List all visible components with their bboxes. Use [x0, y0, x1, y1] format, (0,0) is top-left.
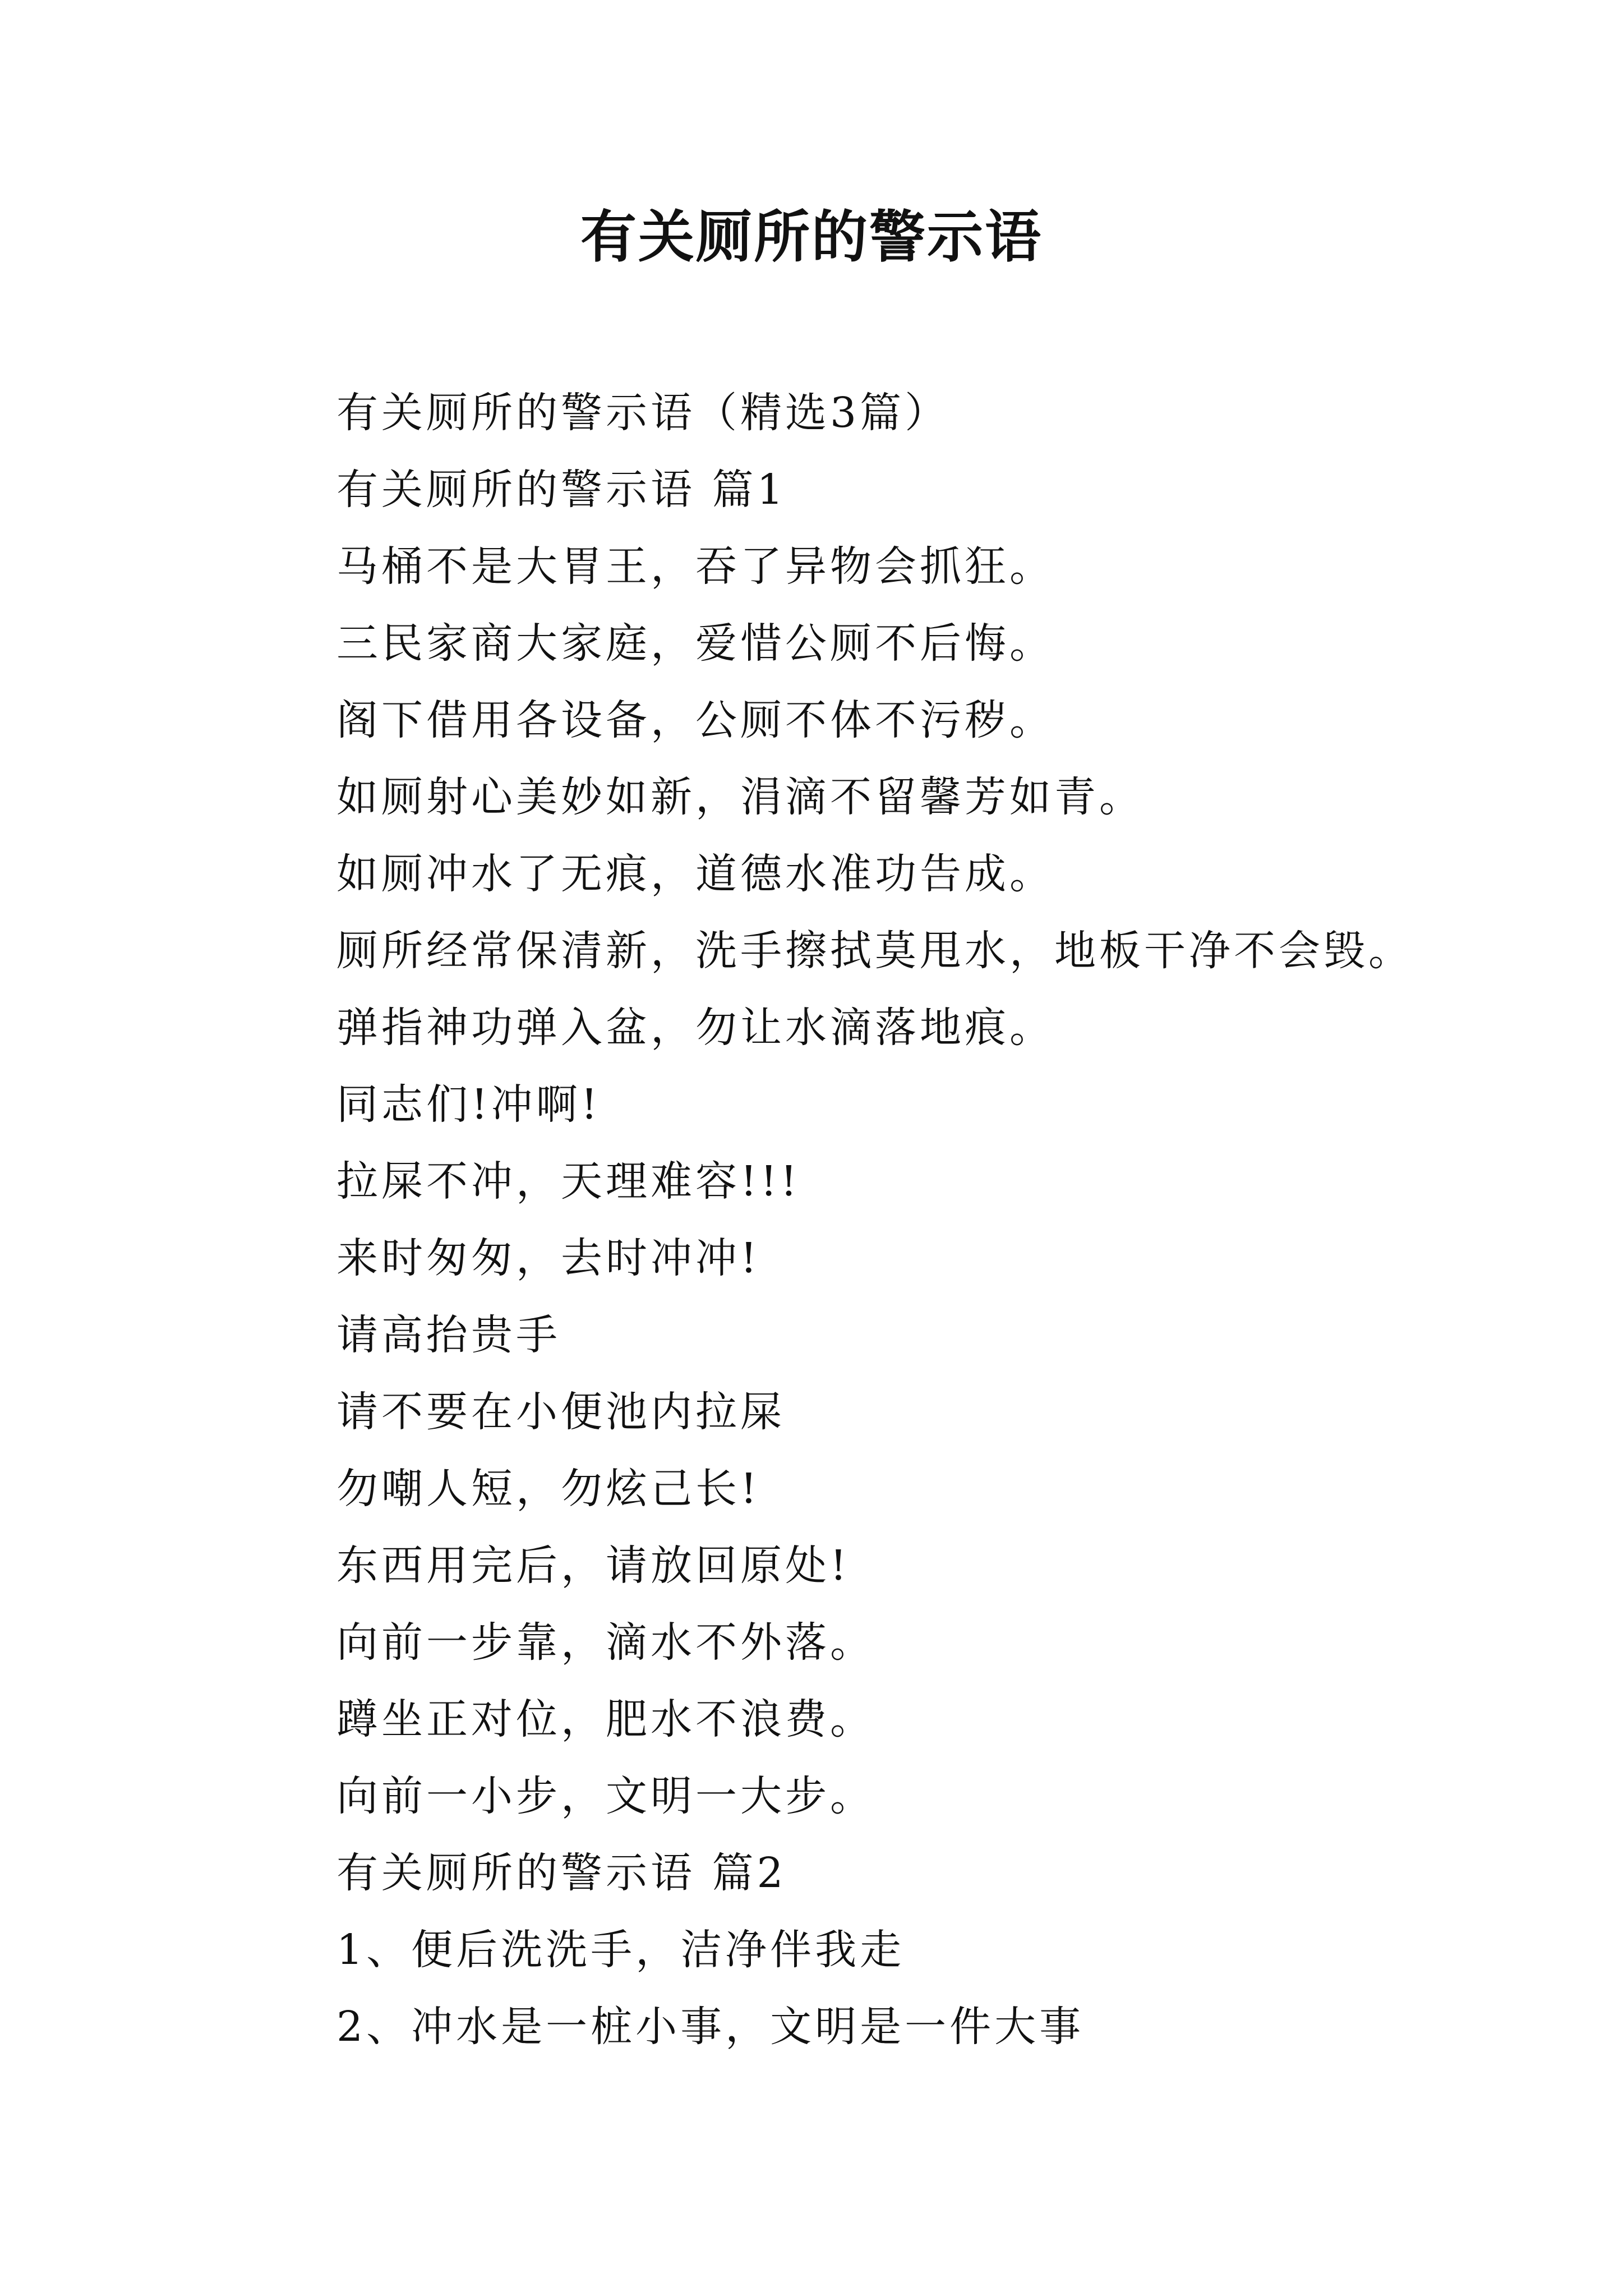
text-line: 向前一步靠，滴水不外落。	[336, 1618, 875, 1667]
text-line: 阁下借用各设备，公厕不体不污秽。	[336, 696, 1054, 744]
text-line: 如厕射心美妙如新，涓滴不留馨芳如青。	[336, 773, 1144, 821]
document-subtitle: 有关厕所的警示语（精选3篇）	[336, 389, 950, 437]
text-line: 同志们!冲啊!	[336, 1080, 601, 1129]
text-line: 请不要在小便池内拉屎	[336, 1388, 785, 1436]
text-line: 三民家商大家庭，爱惜公厕不后悔。	[336, 619, 1054, 668]
text-line: 来时匆匆，去时冲冲!	[336, 1234, 760, 1282]
text-line: 厕所经常保清新，洗手擦拭莫甩水，地板干净不会毁。	[336, 927, 1413, 975]
numbered-item: 1、便后洗洗手，洁净伴我走	[336, 1926, 905, 1974]
section-heading-2: 有关厕所的警示语 篇2	[336, 1849, 787, 1897]
document-title: 有关厕所的警示语	[580, 204, 1043, 270]
text-line: 请高抬贵手	[336, 1311, 561, 1359]
text-line: 向前一小步，文明一大步。	[336, 1772, 875, 1820]
section-heading-1: 有关厕所的警示语 篇1	[336, 466, 787, 514]
text-line: 弹指神功弹入盆，勿让水滴落地痕。	[336, 1004, 1054, 1052]
text-line: 东西用完后，请放回原处!	[336, 1542, 850, 1590]
text-line: 拉屎不冲，天理难容!!!	[336, 1157, 801, 1205]
document-body	[336, 375, 1542, 2065]
numbered-item: 2、冲水是一桩小事，文明是一件大事	[336, 2003, 1085, 2051]
text-line: 蹲坐正对位，肥水不浪费。	[336, 1695, 875, 1743]
text-line: 马桶不是大胃王，吞了异物会抓狂。	[336, 542, 1054, 591]
text-line: 勿嘲人短，勿炫己长!	[336, 1465, 760, 1513]
text-line: 如厕冲水了无痕，道德水准功告成。	[336, 850, 1054, 898]
